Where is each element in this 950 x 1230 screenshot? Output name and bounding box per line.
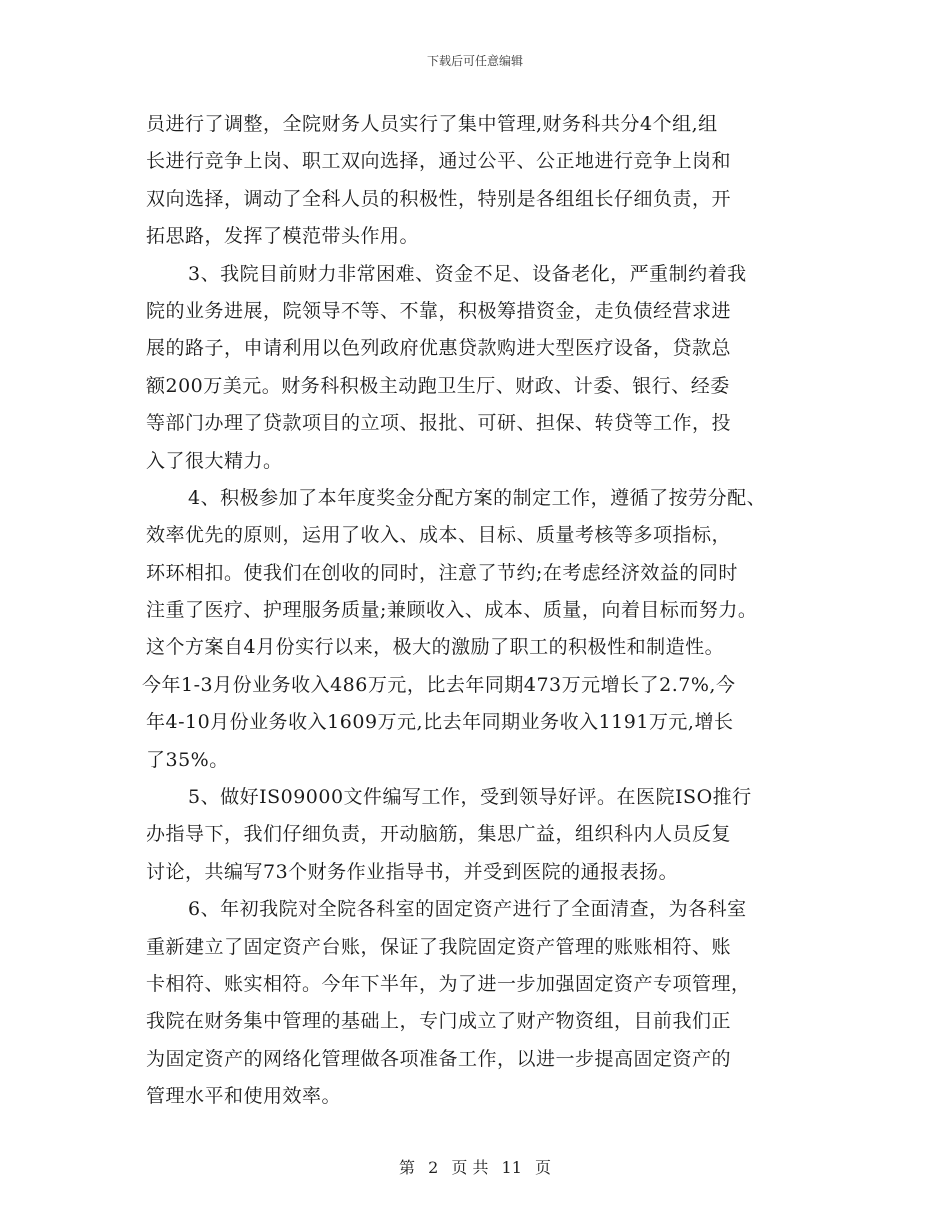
footer-suffix: 页 xyxy=(535,1158,552,1177)
paragraph-start-line: 4、积极参加了本年度奖金分配方案的制定工作，遵循了按劳分配、 xyxy=(188,486,767,509)
text-line: 展的路子，申请利用以色列政府优惠贷款购进大型医疗设备，贷款总 xyxy=(146,337,732,360)
text-line: 效率优先的原则，运用了收入、成本、目标、质量考核等多项指标， xyxy=(146,524,732,547)
text-line: 额200万美元。财务科积极主动跑卫生厅、财政、计委、银行、经委 xyxy=(146,374,730,397)
text-line: 双向选择，调动了全科人员的积极性，特别是各组组长仔细负责，开 xyxy=(146,187,732,210)
footer-prefix: 第 xyxy=(398,1158,415,1177)
page-header: 下载后可任意编辑 xyxy=(426,54,523,68)
text-line: 我院在财务集中管理的基础上，专门成立了财产物资组，目前我们正 xyxy=(146,1010,732,1033)
text-line: 卡相符、账实相符。今年下半年，为了进一步加强固定资产专项管理， xyxy=(146,972,751,995)
text-line: 等部门办理了贷款项目的立项、报批、可研、担保、转贷等工作，投 xyxy=(146,412,732,435)
text-line: 员进行了调整，全院财务人员实行了集中管理,财务科共分4个组,组 xyxy=(146,113,718,135)
text-line: 院的业务进展，院领导不等、不靠，积极筹措资金，走负债经营求进 xyxy=(146,299,732,322)
text-line: 入了很大精力。 xyxy=(146,449,283,472)
text-line: 管理水平和使用效率。 xyxy=(146,1085,342,1108)
text-line: 为固定资产的网络化管理做各项准备工作，以进一步提高固定资产的 xyxy=(146,1047,732,1070)
text-line: 环环相扣。使我们在创收的同时，注意了节约;在考虑经济效益的同时 xyxy=(146,561,738,584)
text-line: 今年1-3月份业务收入486万元，比去年同期473万元增长了2.7%,今 xyxy=(142,673,736,696)
paragraph-start-line: 5、做好IS09000文件编写工作，受到领导好评。在医院ISO推行 xyxy=(188,786,752,809)
total-pages: 11 xyxy=(501,1158,522,1177)
page-footer xyxy=(0,1155,950,1178)
text-line: 这个方案自4月份实行以来，极大的激励了职工的积极性和制造性。 xyxy=(146,636,725,659)
page-number: 2 xyxy=(428,1158,439,1177)
text-line: 拓思路，发挥了模范带头作用。 xyxy=(146,225,420,248)
text-line: 讨论，共编写73个财务作业指导书，并受到医院的通报表扬。 xyxy=(146,860,679,883)
text-line: 长进行竞争上岗、职工双向选择，通过公平、公正地进行竞争上岗和 xyxy=(146,150,732,173)
footer-middle: 页 共 xyxy=(451,1158,489,1177)
document-body xyxy=(142,106,826,1116)
text-line: 注重了医疗、护理服务质量;兼顾收入、成本、质量，向着目标而努力。 xyxy=(146,599,758,622)
paragraph-start-line: 6、年初我院对全院各科室的固定资产进行了全面清查，为各科室 xyxy=(188,898,747,921)
text-line: 年4-10月份业务收入1609万元,比去年同期业务收入1191万元,增长 xyxy=(146,711,734,734)
paragraph-start-line: 3、我院目前财力非常困难、资金不足、设备老化，严重制约着我 xyxy=(188,262,747,285)
text-line: 了35%。 xyxy=(146,748,229,771)
text-line: 办指导下，我们仔细负责，开动脑筋，集思广益，组织科内人员反复 xyxy=(146,823,732,846)
text-line: 重新建立了固定资产台账，保证了我院固定资产管理的账账相符、账 xyxy=(146,935,732,958)
